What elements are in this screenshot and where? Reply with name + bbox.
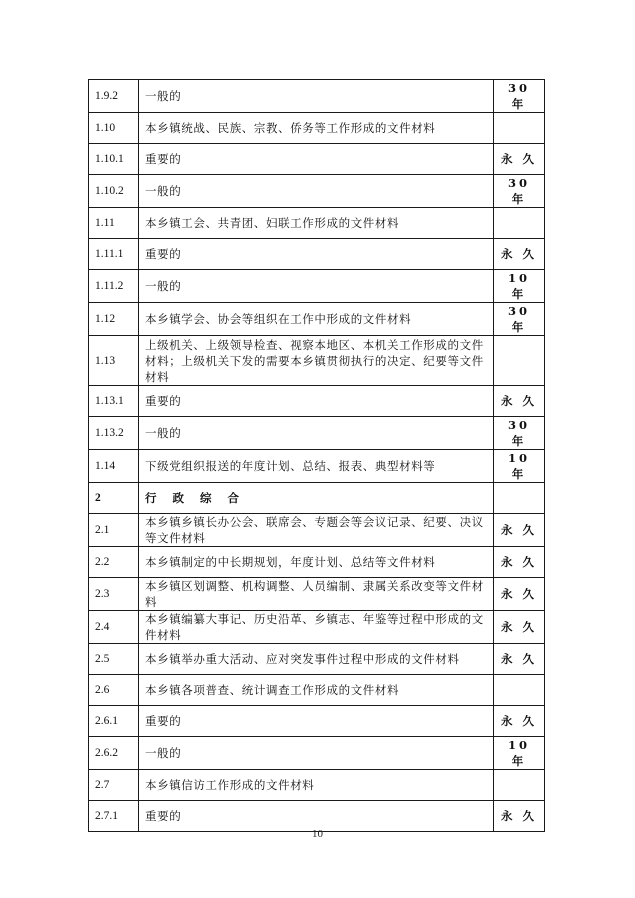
retention-period: 30 年 — [494, 417, 545, 450]
section-heading-row — [89, 483, 545, 514]
item-description: 重要的 — [139, 801, 494, 832]
table-row — [89, 270, 545, 303]
item-code: 1.11.2 — [89, 270, 139, 303]
item-description: 本乡镇统战、民族、宗教、侨务等工作形成的文件材料 — [139, 113, 494, 144]
table-row — [89, 770, 545, 801]
retention-period-table — [88, 79, 545, 832]
item-description: 一般的 — [139, 175, 494, 208]
table-row — [89, 208, 545, 239]
item-description: 重要的 — [139, 386, 494, 417]
item-code: 1.13.2 — [89, 417, 139, 450]
item-code: 1.12 — [89, 303, 139, 336]
retention-period: 10 年 — [494, 737, 545, 770]
table-row — [89, 450, 545, 483]
table-row — [89, 706, 545, 737]
section-code: 2 — [89, 483, 139, 514]
retention-period: 永 久 — [494, 144, 545, 175]
retention-period: 永 久 — [494, 611, 545, 644]
item-code: 2.5 — [89, 644, 139, 675]
table-row — [89, 514, 545, 547]
item-code: 2.7.1 — [89, 801, 139, 832]
item-code: 1.10.2 — [89, 175, 139, 208]
item-description: 本乡镇学会、协会等组织在工作中形成的文件材料 — [139, 303, 494, 336]
item-code: 1.13 — [89, 336, 139, 386]
table-row — [89, 303, 545, 336]
table-row — [89, 801, 545, 832]
table-row — [89, 336, 545, 386]
item-code: 2.6.2 — [89, 737, 139, 770]
item-description: 本乡镇制定的中长期规划，年度计划、总结等文件材料 — [139, 547, 494, 578]
retention-period: 永 久 — [494, 386, 545, 417]
retention-period: 永 久 — [494, 801, 545, 832]
table-row — [89, 386, 545, 417]
item-description: 重要的 — [139, 144, 494, 175]
table-row — [89, 80, 545, 113]
item-code: 2.6 — [89, 675, 139, 706]
item-description: 本乡镇编纂大事记、历史沿革、乡镇志、年鉴等过程中形成的文件材料 — [139, 611, 494, 644]
retention-period: 永 久 — [494, 644, 545, 675]
item-code: 1.14 — [89, 450, 139, 483]
retention-period — [494, 770, 545, 801]
retention-period — [494, 208, 545, 239]
item-code: 2.2 — [89, 547, 139, 578]
table-row — [89, 113, 545, 144]
item-code: 1.10 — [89, 113, 139, 144]
item-code: 2.7 — [89, 770, 139, 801]
item-description: 本乡镇区划调整、机构调整、人员编制、隶属关系改变等文件材料 — [139, 578, 494, 611]
retention-period — [494, 483, 545, 514]
item-description: 重要的 — [139, 239, 494, 270]
item-code: 1.10.1 — [89, 144, 139, 175]
table-row — [89, 578, 545, 611]
table-row — [89, 547, 545, 578]
table-row — [89, 239, 545, 270]
table-row — [89, 737, 545, 770]
item-code: 2.6.1 — [89, 706, 139, 737]
section-title: 行 政 综 合 — [139, 483, 494, 514]
item-description: 一般的 — [139, 417, 494, 450]
item-code: 2.1 — [89, 514, 139, 547]
item-description: 重要的 — [139, 706, 494, 737]
retention-period: 永 久 — [494, 514, 545, 547]
page-number: 10 — [312, 828, 323, 840]
item-code: 2.3 — [89, 578, 139, 611]
item-description: 一般的 — [139, 270, 494, 303]
item-code: 2.4 — [89, 611, 139, 644]
item-description: 本乡镇工会、共青团、妇联工作形成的文件材料 — [139, 208, 494, 239]
retention-period: 30 年 — [494, 175, 545, 208]
retention-period: 10 年 — [494, 450, 545, 483]
retention-period: 30 年 — [494, 80, 545, 113]
table-row — [89, 175, 545, 208]
retention-period — [494, 675, 545, 706]
retention-period — [494, 113, 545, 144]
retention-period: 永 久 — [494, 239, 545, 270]
item-code: 1.11.1 — [89, 239, 139, 270]
retention-period: 永 久 — [494, 547, 545, 578]
item-code: 1.11 — [89, 208, 139, 239]
item-code: 1.9.2 — [89, 80, 139, 113]
item-code: 1.13.1 — [89, 386, 139, 417]
item-description: 一般的 — [139, 737, 494, 770]
retention-period: 永 久 — [494, 578, 545, 611]
item-description: 本乡镇乡镇长办公会、联席会、专题会等会议记录、纪要、决议等文件材料 — [139, 514, 494, 547]
table-row — [89, 644, 545, 675]
item-description: 本乡镇举办重大活动、应对突发事件过程中形成的文件材料 — [139, 644, 494, 675]
retention-period: 30 年 — [494, 303, 545, 336]
table-row — [89, 144, 545, 175]
retention-period: 永 久 — [494, 706, 545, 737]
item-description: 本乡镇各项普查、统计调查工作形成的文件材料 — [139, 675, 494, 706]
item-description: 上级机关、上级领导检查、视察本地区、本机关工作形成的文件材料；上级机关下发的需要本乡镇贯彻执行的决定、纪要等文件材料 — [139, 336, 494, 386]
table-row — [89, 675, 545, 706]
retention-period: 10 年 — [494, 270, 545, 303]
item-description: 本乡镇信访工作形成的文件材料 — [139, 770, 494, 801]
item-description: 一般的 — [139, 80, 494, 113]
table-row — [89, 611, 545, 644]
item-description: 下级党组织报送的年度计划、总结、报表、典型材料等 — [139, 450, 494, 483]
table-row — [89, 417, 545, 450]
retention-period — [494, 336, 545, 386]
